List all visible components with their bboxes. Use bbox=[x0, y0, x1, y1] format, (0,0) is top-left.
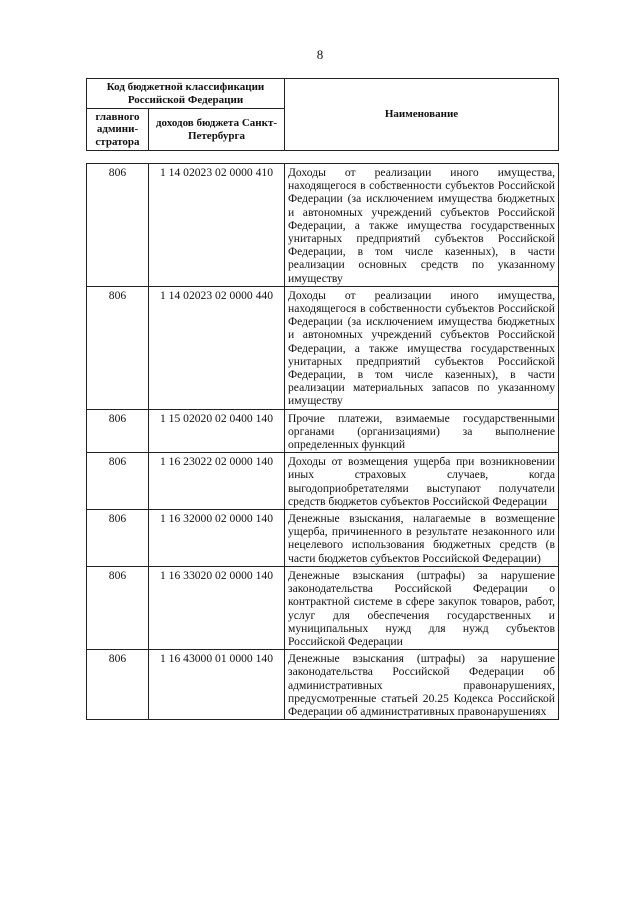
cell-administrator-code: 806 bbox=[87, 164, 149, 287]
page-number: 8 bbox=[316, 47, 324, 62]
cell-administrator-code: 806 bbox=[87, 453, 149, 510]
cell-revenue-name: Доходы от реализации иного имущества, находящегося в собственности субъектов Российской Федерации (за исключением имущества бюджетных и автономных учреждений субъектов Российской Федерации, а также имущества государственных унитарных предприятий субъектов Российской Федерации, в том числе казенных), в части реализации основных средств по указанному имуществу bbox=[285, 164, 559, 287]
cell-revenue-code: 1 16 32000 02 0000 140 bbox=[149, 510, 285, 567]
cell-administrator-code: 806 bbox=[87, 566, 149, 649]
cell-revenue-code: 1 16 33020 02 0000 140 bbox=[149, 566, 285, 649]
cell-administrator-code: 806 bbox=[87, 409, 149, 453]
cell-revenue-name: Доходы от реализации иного имущества, находящегося в собственности субъектов Российской Федерации (за исключением имущества бюджетных и автономных учреждений субъектов Российской Федерации, а также имущества государственных унитарных предприятий субъектов Российской Федерации, в том числе казенных), в части реализации материальных запасов по указанному имуществу bbox=[285, 286, 559, 409]
cell-administrator-code: 806 bbox=[87, 510, 149, 567]
cell-revenue-name: Доходы от возмещения ущерба при возникновении иных страховых случаев, когда выгодоприобретателями выступают получатели средств бюджетов субъектов Российской Федерации bbox=[285, 453, 559, 510]
header-name: Наименование bbox=[285, 79, 559, 151]
cell-revenue-code: 1 14 02023 02 0000 440 bbox=[149, 286, 285, 409]
table-row bbox=[87, 650, 559, 720]
table-row bbox=[87, 453, 559, 510]
table-row bbox=[87, 286, 559, 409]
header-chief-administrator: главного админи-стратора bbox=[87, 109, 149, 151]
table-row bbox=[87, 566, 559, 649]
cell-administrator-code: 806 bbox=[87, 286, 149, 409]
cell-revenue-code: 1 16 43000 01 0000 140 bbox=[149, 650, 285, 720]
revenue-classification-table bbox=[86, 163, 559, 720]
table-header bbox=[86, 78, 559, 151]
table-row bbox=[87, 409, 559, 453]
cell-revenue-name: Денежные взыскания (штрафы) за нарушение законодательства Российской Федерации о контрактной системе в сфере закупок товаров, работ, услуг для обеспечения государственных и муниципальных нужд для нужд субъектов Российской Федерации bbox=[285, 566, 559, 649]
cell-revenue-name: Денежные взыскания, налагаемые в возмещение ущерба, причиненного в результате незаконного или нецелевого использования бюджетных средств (в части бюджетов субъектов Российской Федерации) bbox=[285, 510, 559, 567]
header-budget-classification-code: Код бюджетной классификации Российской Федерации bbox=[87, 79, 285, 109]
header-revenue-code: доходов бюджета Санкт-Петербурга bbox=[149, 109, 285, 151]
cell-revenue-code: 1 16 23022 02 0000 140 bbox=[149, 453, 285, 510]
table-row bbox=[87, 510, 559, 567]
cell-revenue-code: 1 14 02023 02 0000 410 bbox=[149, 164, 285, 287]
cell-revenue-name: Денежные взыскания (штрафы) за нарушение законодательства Российской Федерации об административных правонарушениях, предусмотренные статьей 20.25 Кодекса Российской Федерации об административных правонарушениях bbox=[285, 650, 559, 720]
cell-revenue-name: Прочие платежи, взимаемые государственными органами (организациями) за выполнение определенных функций bbox=[285, 409, 559, 453]
table-row bbox=[87, 164, 559, 287]
cell-revenue-code: 1 15 02020 02 0400 140 bbox=[149, 409, 285, 453]
cell-administrator-code: 806 bbox=[87, 650, 149, 720]
